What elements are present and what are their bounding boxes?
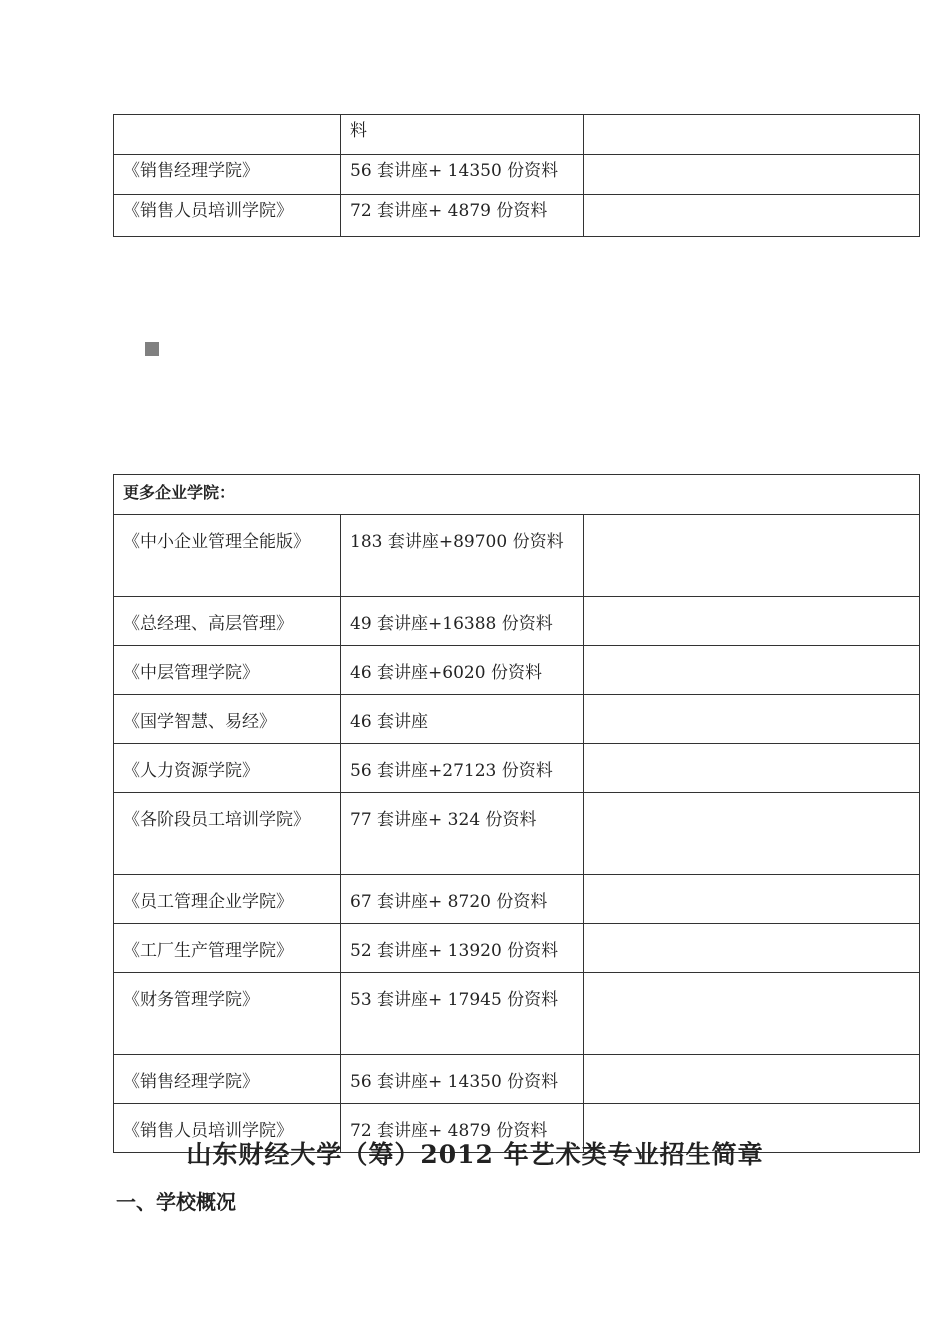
table-row <box>114 875 920 924</box>
table-cell-content: 72 套讲座+ 4879 份资料 <box>341 1104 584 1153</box>
table-cell-content: 52 套讲座+ 13920 份资料 <box>341 924 584 973</box>
table-row <box>114 973 920 1055</box>
table-cell-extra <box>584 875 920 924</box>
table-cell-extra <box>584 793 920 875</box>
table-cell-name: 《销售人员培训学院》 <box>114 195 341 237</box>
table-cell-extra <box>584 924 920 973</box>
table-cell-name: 《各阶段员工培训学院》 <box>114 793 341 875</box>
table-row <box>114 1055 920 1104</box>
table-row <box>114 195 920 237</box>
table-cell-content: 56 套讲座+ 14350 份资料 <box>341 1055 584 1104</box>
table-cell-content: 53 套讲座+ 17945 份资料 <box>341 973 584 1055</box>
table-cell-name: 《财务管理学院》 <box>114 973 341 1055</box>
table-cell-name <box>114 115 341 155</box>
table-cell-extra <box>584 1055 920 1104</box>
table-cell-extra <box>584 115 920 155</box>
table-row <box>114 695 920 744</box>
table-cell-extra <box>584 515 920 597</box>
table-cell-content: 49 套讲座+16388 份资料 <box>341 597 584 646</box>
table-cell-content: 46 套讲座+6020 份资料 <box>341 646 584 695</box>
table-cell-name: 《中层管理学院》 <box>114 646 341 695</box>
document-title: 山东财经大学（筹）2012 年艺术类专业招生简章 <box>186 1140 764 1169</box>
gray-square-icon <box>145 342 159 356</box>
table-cell-name: 《销售人员培训学院》 <box>114 1104 341 1153</box>
table-cell-content: 77 套讲座+ 324 份资料 <box>341 793 584 875</box>
table-row <box>114 646 920 695</box>
table-cell-name: 《人力资源学院》 <box>114 744 341 793</box>
table-row <box>114 924 920 973</box>
table-cell-extra <box>584 744 920 793</box>
top-table <box>113 114 920 237</box>
table-cell-content: 料 <box>341 115 584 155</box>
table-cell-content: 72 套讲座+ 4879 份资料 <box>341 195 584 237</box>
table-cell-extra <box>584 195 920 237</box>
table-row <box>114 597 920 646</box>
table-cell-extra <box>584 695 920 744</box>
table-cell-name: 《员工管理企业学院》 <box>114 875 341 924</box>
table-cell-extra <box>584 155 920 195</box>
table-row <box>114 793 920 875</box>
table-cell-name: 《总经理、高层管理》 <box>114 597 341 646</box>
table-cell-content: 183 套讲座+89700 份资料 <box>341 515 584 597</box>
table-row <box>114 115 920 155</box>
table-row <box>114 744 920 793</box>
table-cell-name: 《中小企业管理全能版》 <box>114 515 341 597</box>
table-cell-content: 56 套讲座+ 14350 份资料 <box>341 155 584 195</box>
table-header: 更多企业学院： <box>114 475 920 515</box>
table-cell-content: 56 套讲座+27123 份资料 <box>341 744 584 793</box>
table-cell-extra <box>584 646 920 695</box>
table-cell-extra <box>584 597 920 646</box>
table-cell-extra <box>584 973 920 1055</box>
table-row <box>114 155 920 195</box>
table-header-row <box>114 475 920 515</box>
table-cell-content: 46 套讲座 <box>341 695 584 744</box>
table-cell-name: 《销售经理学院》 <box>114 155 341 195</box>
table-cell-name: 《国学智慧、易经》 <box>114 695 341 744</box>
table-cell-name: 《工厂生产管理学院》 <box>114 924 341 973</box>
more-academies-table <box>113 474 920 1153</box>
table-cell-name: 《销售经理学院》 <box>114 1055 341 1104</box>
table-row <box>114 515 920 597</box>
table-cell-content: 67 套讲座+ 8720 份资料 <box>341 875 584 924</box>
section-heading: 一、学校概况 <box>116 1190 236 1214</box>
